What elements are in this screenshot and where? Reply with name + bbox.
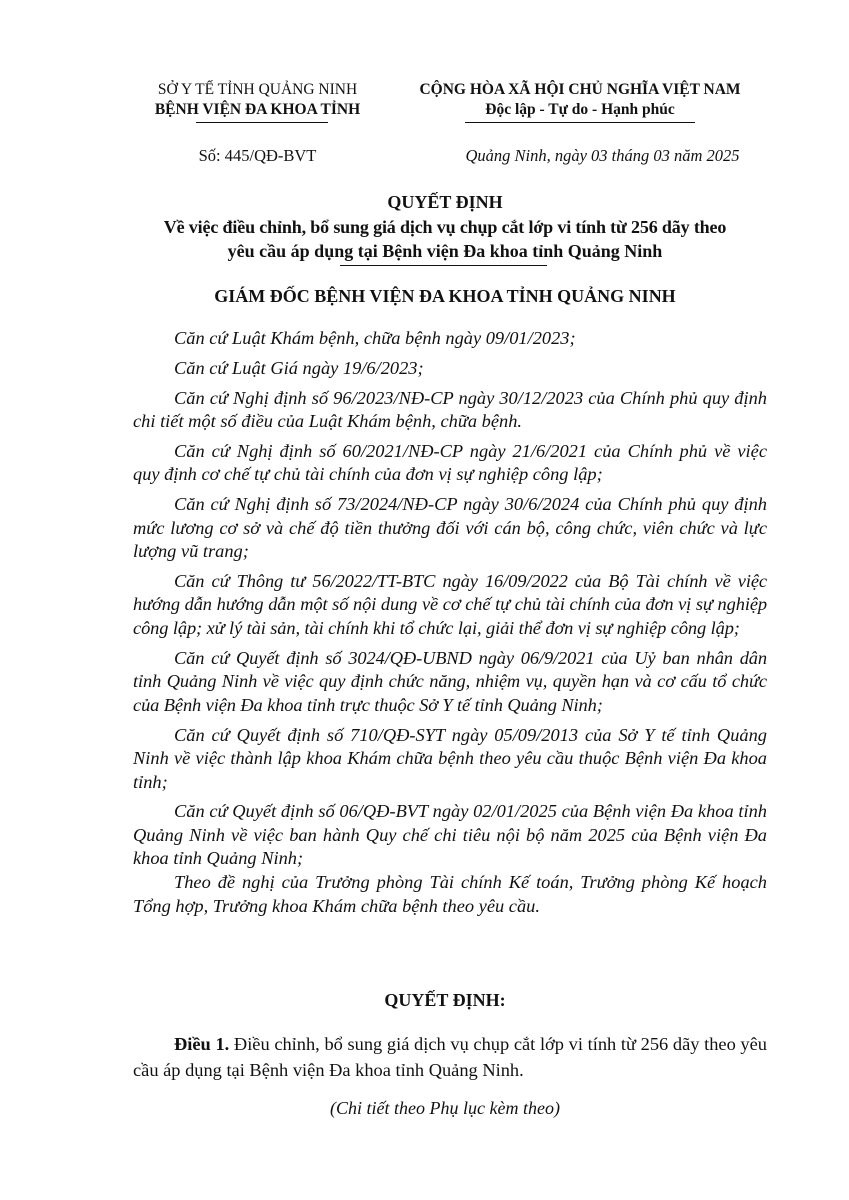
basis-item: Theo đề nghị của Trưởng phòng Tài chính Kế toán, Trưởng phòng Kế hoạch Tổng hợp, Trưởng khoa Khám chữa bệnh theo yêu cầu. (133, 872, 767, 916)
motto-underline (465, 122, 695, 123)
subject-line-2: yêu cầu áp dụng tại Bệnh viện Đa khoa tỉnh Quảng Ninh (227, 241, 663, 261)
issuing-authority: GIÁM ĐỐC BỆNH VIỆN ĐA KHOA TỈNH QUẢNG NINH (214, 286, 676, 306)
article-1-label: Điều 1. (174, 1034, 230, 1054)
doc-type-title: QUYẾT ĐỊNH (387, 192, 503, 212)
basis-item: Căn cứ Luật Khám bệnh, chữa bệnh ngày 09/01/2023; (174, 328, 576, 348)
basis-item: Căn cứ Quyết định số 710/QĐ-SYT ngày 05/09/2013 của Sở Y tế tỉnh Quảng Ninh về việc thành lập khoa Khám chữa bệnh theo yêu cầu thuộc Bệnh viện Đa khoa tỉnh; (133, 724, 767, 792)
basis-item: Căn cứ Thông tư 56/2022/TT-BTC ngày 16/09/2022 của Bộ Tài chính về việc hướng dẫn hướng dẫn một số nội dung về cơ chế tự chủ tài chính của đơn vị sự nghiệp công lập; xử lý tài sản, tài chính khi tổ chức lại, giải thể đơn vị sự nghiệp công lập; (133, 570, 767, 638)
basis-item: Căn cứ Nghị định số 96/2023/NĐ-CP ngày 30/12/2023 của Chính phủ quy định chi tiết một số điều của Luật Khám bệnh, chữa bệnh. (133, 387, 767, 432)
basis-item: Căn cứ Nghị định số 60/2021/NĐ-CP ngày 21/6/2021 của Chính phủ về việc quy định cơ chế tự chủ tài chính của đơn vị sự nghiệp công lập; (133, 440, 767, 485)
agency-parent: SỞ Y TẾ TỈNH QUẢNG NINH (157, 81, 358, 98)
nation-name: CỘNG HÒA XÃ HỘI CHỦ NGHĨA VIỆT NAM (419, 81, 741, 98)
basis-item: Căn cứ Quyết định số 06/QĐ-BVT ngày 02/01/2025 của Bệnh viện Đa khoa tỉnh Quảng Ninh về việc ban hành Quy chế chi tiêu nội bộ năm 2025 của Bệnh viện Đa khoa tỉnh Quảng Ninh; (133, 801, 767, 869)
article-1-text: Điều chỉnh, bổ sung giá dịch vụ chụp cắt lớp vi tính từ 256 dãy theo yêu cầu áp dụng tại Bệnh viện Đa khoa tỉnh Quảng Ninh. (133, 1034, 767, 1080)
basis-item: Căn cứ Quyết định số 3024/QĐ-UBND ngày 06/9/2021 của Uỷ ban nhân dân tỉnh Quảng Ninh về việc quy định chức năng, nhiệm vụ, quyền hạn và cơ cấu tổ chức của Bệnh viện Đa khoa tỉnh trực thuộc Sở Y tế tỉnh Quảng Ninh; (133, 647, 767, 715)
basis-item: Căn cứ Nghị định số 73/2024/NĐ-CP ngày 30/6/2024 của Chính phủ quy định mức lương cơ sở và chế độ tiền thưởng đối với cán bộ, công chức, viên chức và lực lượng vũ trang; (133, 494, 767, 562)
nation-motto: Độc lập - Tự do - Hạnh phúc (485, 101, 675, 118)
article-1-paragraph (133, 1031, 767, 1083)
appendix-note: (Chi tiết theo Phụ lục kèm theo) (330, 1098, 560, 1118)
subject-underline (340, 265, 547, 266)
agency-name: BỆNH VIỆN ĐA KHOA TỈNH (154, 101, 361, 118)
legal-bases (133, 327, 767, 924)
agency-underline (196, 122, 328, 123)
document-number: Số: 445/QĐ-BVT (198, 146, 317, 165)
basis-item: Căn cứ Luật Giá ngày 19/6/2023; (174, 357, 424, 378)
article-1 (133, 1031, 767, 1083)
subject-line-1: Về việc điều chỉnh, bổ sung giá dịch vụ chụp cắt lớp vi tính từ 256 dãy theo (163, 217, 727, 237)
place-date: Quảng Ninh, ngày 03 tháng 03 năm 2025 (465, 146, 740, 165)
decision-heading: QUYẾT ĐỊNH: (384, 990, 506, 1010)
